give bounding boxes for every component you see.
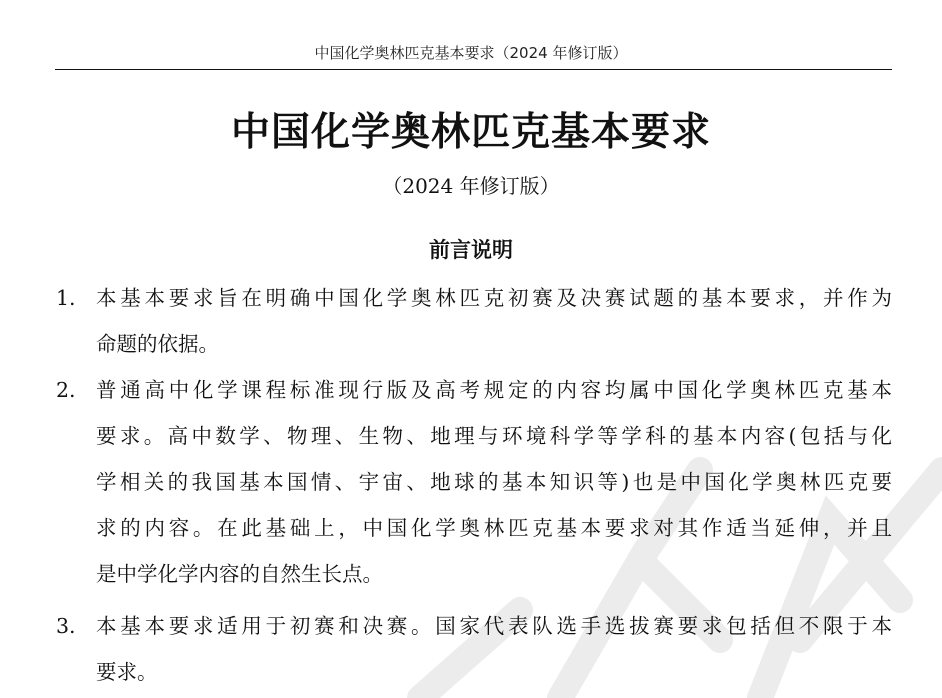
item-line: 是中学化学内容的自然生长点。 xyxy=(96,562,383,586)
item-line: 普通高中化学课程标准现行版及高考规定的内容均属中国化学奥林匹克基本 xyxy=(96,378,892,402)
item-number: 3. xyxy=(56,614,76,638)
item-line: 求的内容。在此基础上，中国化学奥林匹克基本要求对其作适当延伸，并且 xyxy=(96,516,892,540)
item-line: 要求。 xyxy=(96,660,158,684)
item-line: 要求。高中数学、物理、生物、地理与环境科学等学科的基本内容(包括与化 xyxy=(96,424,892,448)
numbered-item-1 xyxy=(56,275,892,367)
item-line: 学相关的我国基本国情、宇宙、地球的基本知识等)也是中国化学奥林匹克要 xyxy=(96,470,892,494)
item-text xyxy=(96,275,892,367)
numbered-item-2 xyxy=(56,367,892,597)
section-heading: 前言说明 xyxy=(429,238,513,262)
item-line: 本基本要求适用于初赛和决赛。国家代表队选手选拔赛要求包括但不限于本 xyxy=(96,614,892,638)
item-text xyxy=(96,603,892,695)
item-number: 1. xyxy=(56,286,76,310)
document-subtitle: （2024 年修订版） xyxy=(382,174,560,198)
running-header: 中国化学奥林匹克基本要求（2024 年修订版） xyxy=(314,44,628,62)
numbered-item-3 xyxy=(56,603,892,695)
item-line: 命题的依据。 xyxy=(96,332,219,356)
document-title: 中国化学奥林匹克基本要求 xyxy=(230,110,711,155)
header-rule xyxy=(55,69,892,70)
item-text xyxy=(96,367,892,597)
item-line: 本基本要求旨在明确中国化学奥林匹克初赛及决赛试题的基本要求，并作为 xyxy=(96,286,892,310)
item-number: 2. xyxy=(56,378,76,402)
